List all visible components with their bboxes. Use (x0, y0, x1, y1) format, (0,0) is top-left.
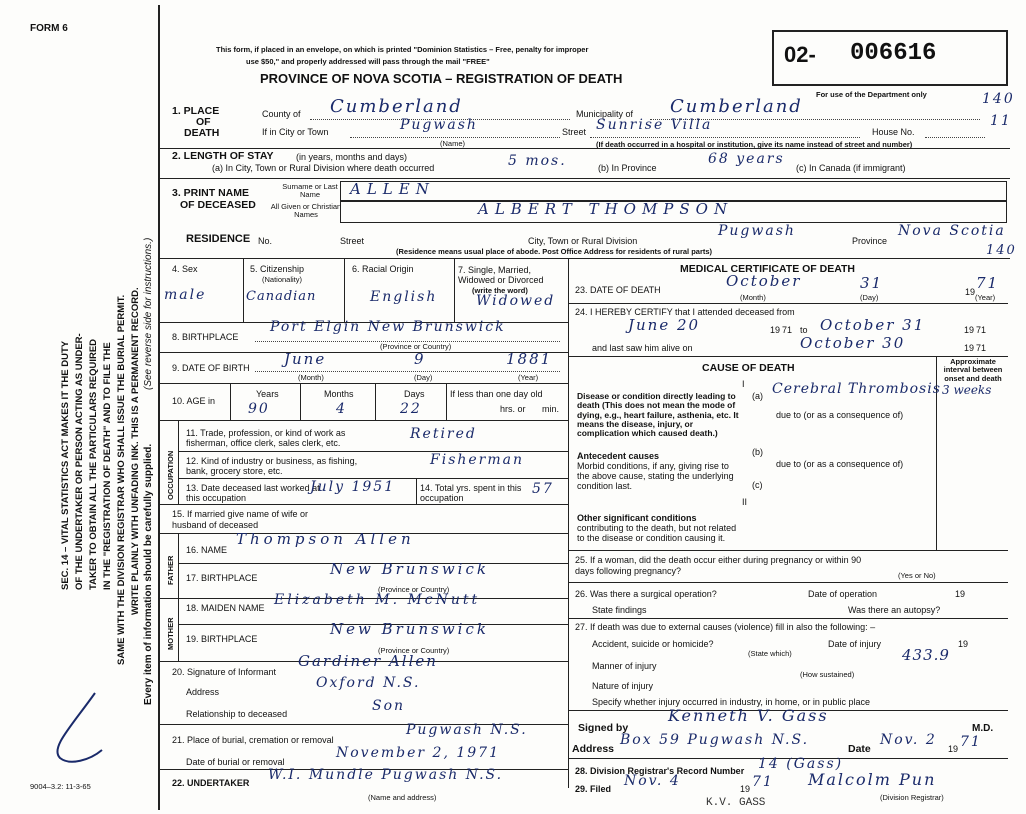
residence-label: RESIDENCE (186, 233, 251, 245)
form-title: PROVINCE OF NOVA SCOTIA – REGISTRATION OF DEATH (260, 71, 623, 86)
roman-2: II (742, 497, 748, 507)
residence-city: Pugwash (718, 223, 796, 239)
mother-birthplace-caption: (Province or Country) (378, 646, 450, 655)
record-value: 14 (Gass) (758, 756, 844, 772)
dod-year: 71 (976, 274, 1000, 292)
residence-province: Nova Scotia (898, 223, 1006, 239)
margin-text-3: TAKER TO OBTAIN ALL THE PARTICULARS REQUIRED (88, 338, 99, 590)
other-label: Other significant conditions (577, 513, 697, 523)
relationship-value: Son (372, 698, 406, 714)
cause-title: CAUSE OF DEATH (702, 362, 795, 374)
occupation-total-divider (416, 478, 417, 504)
county-value: Cumberland (330, 96, 463, 117)
top-notice-2: use $50," and properly addressed will pass through the mail "FREE" (246, 57, 490, 66)
occupation-section-label: OCCUPATION (166, 450, 175, 500)
interval-label: Approximate interval between onset and death (943, 357, 1003, 383)
name-label-1: 3. PRINT NAME (172, 187, 250, 199)
q27-sustained: (How sustained) (800, 670, 855, 679)
dob-line (255, 371, 560, 372)
signed-date-value: Nov. 2 (880, 732, 937, 748)
municipality-label: Municipality of (576, 109, 634, 119)
q27-injury-date: Date of injury (828, 639, 882, 649)
given-value: ALBERT THOMPSON (478, 200, 734, 218)
dob-month-caption: (Month) (298, 373, 324, 382)
margin-text-2: OF THE UNDERTAKER OR PERSON ACTING AS UNDER- (74, 333, 85, 590)
hrs-label: hrs. or (500, 404, 526, 414)
father-name-label: 16. NAME (186, 545, 228, 555)
residence-street-label: Street (340, 236, 365, 246)
filed-value: Nov. 4 (624, 773, 681, 789)
father-section-divider (178, 533, 179, 598)
burial-date-label: Date of burial or removal (186, 757, 285, 767)
lastsaw-year: 71 (976, 343, 987, 353)
mother-maiden-label: 18. MAIDEN NAME (186, 603, 265, 613)
attended-to-yr-prefix: 19 (964, 325, 975, 335)
informant-address-value: Oxford N.S. (316, 675, 421, 691)
years-label: Years (256, 389, 279, 399)
hospital-note: (If death occurred in a hospital or institution, give its name instead of street and number) (596, 140, 913, 149)
county-label: County of (262, 109, 301, 119)
father-name-value: Thompson Allen (236, 530, 415, 548)
father-birthplace-caption: (Province or Country) (378, 585, 450, 594)
residence-no-label: No. (258, 236, 273, 246)
signed-date-year: 71 (960, 734, 982, 750)
residence-city-label: City, Town or Rural Division (528, 236, 638, 246)
cause-a-interval: 3 weeks (942, 383, 992, 397)
mother-maiden-value: Elizabeth M. McNutt (274, 592, 481, 608)
house-label: House No. (872, 127, 915, 137)
months-value: 4 (336, 401, 347, 417)
dod-year-caption: (Year) (975, 293, 996, 302)
registration-number: 006616 (850, 40, 937, 67)
q27-specify: Specify whether injury occurred in industry, in home, or in public place (592, 697, 870, 707)
cell-divider-citizenship (344, 258, 345, 322)
q26-label: 26. Was there a surgical operation? (575, 589, 717, 599)
rule-after-stay (160, 178, 1010, 179)
lastsaw-value: October 30 (800, 334, 906, 352)
top-notice-1: This form, if placed in an envelope, on which is printed "Dominion Statistics – Free, penalty for improper (216, 45, 589, 54)
days-label: Days (404, 389, 425, 399)
undertaker-caption: (Name and address) (368, 793, 437, 802)
rule-after-place (160, 148, 1010, 149)
undertaker-label: 22. UNDERTAKER (172, 778, 250, 788)
dod-day: 31 (860, 274, 884, 292)
dept-code-1: 140 (982, 91, 1015, 107)
rule-after-certify (568, 356, 1008, 357)
sex-value: male (164, 287, 207, 303)
street-line (590, 137, 860, 138)
attended-to: October 31 (820, 316, 926, 334)
margin-rule (158, 5, 160, 810)
city-name-caption: (Name) (440, 139, 466, 148)
rule-after-dob (160, 383, 568, 384)
relationship-label: Relationship to deceased (186, 709, 288, 719)
surname-box (340, 181, 1007, 201)
q26-autopsy: Was there an autopsy? (848, 605, 941, 615)
birthplace-label: 8. BIRTHPLACE (172, 332, 239, 342)
informant-address-label: Address (186, 687, 220, 697)
residence-note: (Residence means usual place of abode. Post Office Address for residents of rural parts) (396, 247, 713, 256)
residence-code: 140 (986, 243, 1017, 258)
signed-address-label: Address (572, 743, 615, 755)
place-label-1: 1. PLACE (172, 105, 220, 117)
racial-value: English (370, 289, 438, 305)
form-code: 9004–3.2: 11-3-65 (30, 782, 91, 791)
rule-after-q25 (568, 582, 1008, 583)
cause-a-value: Cerebral Thrombosis (772, 381, 941, 397)
form-number-label: FORM 6 (30, 23, 68, 34)
trade-value: Retired (410, 426, 477, 442)
age-label: 10. AGE in (172, 396, 216, 406)
cause-b-due: due to (or as a consequence of) (776, 459, 904, 469)
burial-place-value: Pugwash N.S. (406, 722, 528, 738)
q27-nature: Nature of injury (592, 681, 654, 691)
marital-label: 7. Single, Married, Widowed or Divorced (458, 265, 544, 286)
marital-value: Widowed (476, 293, 556, 309)
stay-c-label: (c) In Canada (if immigrant) (796, 163, 906, 173)
stay-a-value: 5 mos. (508, 153, 567, 169)
dod-month-caption: (Month) (740, 293, 766, 302)
dod-label: 23. DATE OF DEATH (575, 285, 661, 295)
attended-to-year: 71 (976, 325, 987, 335)
column-divider (568, 258, 569, 788)
margin-text-1: SEC. 14 – VITAL STATISTICS ACT MAKES IT THE DUTY (60, 340, 71, 590)
birthplace-value: Port Elgin New Brunswick (270, 319, 506, 335)
trade-label: 11. Trade, profession, or kind of work as fisherman, office clerk, sales clerk, etc. (186, 428, 346, 449)
signed-yr-prefix: 19 (948, 744, 959, 754)
spouse-label: 15. If married give name of wife or husband of deceased (172, 509, 309, 530)
city-value: Pugwash (400, 117, 478, 133)
rule-after-occupation (160, 504, 568, 505)
q26-findings: State findings (592, 605, 647, 615)
cause-b-label: (b) (752, 447, 763, 457)
cell-divider-sex (243, 258, 244, 322)
mother-birthplace-value: New Brunswick (330, 620, 489, 638)
antecedent-label: Antecedent causes (577, 451, 660, 461)
total-label: 14. Total yrs. spent in this occupation (420, 483, 522, 504)
lessday-label: If less than one day old (450, 389, 543, 399)
dod-month: October (726, 272, 802, 290)
code-433: 433.9 (902, 646, 950, 664)
lastsaw-yr-prefix: 19 (964, 343, 975, 353)
mother-section-divider (178, 598, 179, 661)
given-label: All Given or Christian Names (270, 202, 342, 219)
signed-value: Kenneth V. Gass (668, 706, 829, 725)
min-label: min. (542, 404, 560, 414)
cell-divider-racial (454, 258, 455, 322)
q26-date-label: Date of operation (808, 589, 878, 599)
days-value: 22 (400, 401, 422, 417)
dob-label: 9. DATE OF BIRTH (172, 363, 250, 373)
q26-yr-prefix: 19 (955, 589, 966, 599)
dob-year: 1881 (506, 350, 553, 368)
q27-accident: Accident, suicide or homicide? (592, 639, 714, 649)
undertaker-value: W.I. Mundle Pugwash N.S. (268, 767, 504, 783)
citizenship-value: Canadian (246, 289, 317, 304)
industry-value: Fisherman (430, 452, 525, 468)
birthplace-caption: (Province or Country) (380, 342, 452, 351)
racial-label: 6. Racial Origin (352, 264, 414, 274)
citizenship-sub: (Nationality) (262, 275, 303, 284)
dept-code-2: 11 (990, 113, 1012, 129)
father-birthplace-label: 17. BIRTHPLACE (186, 573, 258, 583)
dob-day-caption: (Day) (414, 373, 433, 382)
q27-state: (State which) (748, 649, 792, 658)
age-divider-4 (446, 383, 447, 420)
dob-year-caption: (Year) (518, 373, 539, 382)
rule-after-q26 (568, 618, 1008, 619)
months-label: Months (324, 389, 354, 399)
total-value: 57 (532, 481, 554, 497)
sex-label: 4. Sex (172, 264, 198, 274)
street-label: Street (562, 127, 587, 137)
rule-after-age (160, 420, 568, 421)
q25-caption: (Yes or No) (898, 571, 936, 580)
dob-month: June (284, 350, 327, 368)
mother-birthplace-label: 19. BIRTHPLACE (186, 634, 258, 644)
father-birthplace-value: New Brunswick (330, 560, 489, 578)
margin-ink-mark (40, 688, 110, 768)
lastworked-label: 13. Date deceased last worked at this occupation (186, 483, 320, 504)
attended-from-year: 71 (782, 325, 793, 335)
dob-day: 9 (414, 350, 426, 368)
informant-sig-value: Gardiner Allen (298, 652, 438, 670)
margin-text-5: SAME WITH THE DIVISION REGISTRAR WHO SHALL ISSUE THE BURIAL PERMIT. (116, 294, 127, 665)
mother-section-label: MOTHER (166, 617, 175, 650)
medical-title: MEDICAL CERTIFICATE OF DEATH (680, 263, 855, 275)
direct-cause-label: Disease or condition directly leading to death (This does not mean the mode of dying, e.g., heart failure, asthenia, etc. It means the disease, injury, or complication which caused death.) (577, 391, 739, 439)
street-value: Sunrise Villa (596, 117, 713, 133)
stay-a-label: (a) In City, Town or Rural Division where death occurred (212, 163, 435, 173)
industry-label: 12. Kind of industry or business, as fishing, bank, grocery store, etc. (186, 456, 358, 477)
place-label-3: DEATH (184, 127, 220, 139)
registrar-signature: Malcolm Pun (808, 770, 937, 789)
stay-b-value: 68 years (708, 151, 785, 167)
attended-to-label: to (800, 325, 808, 335)
informant-sig-label: 20. Signature of Informant (172, 667, 277, 677)
surname-value: ALLEN (350, 180, 435, 198)
father-section-label: FATHER (166, 555, 175, 585)
stay-label: 2. LENGTH OF STAY (172, 150, 274, 162)
years-value: 90 (248, 401, 270, 417)
stay-b-label: (b) In Province (598, 163, 657, 173)
q25-label: 25. If a woman, did the death occur either during pregnancy or within 90 days following pregnancy? (575, 555, 862, 577)
municipality-value: Cumberland (670, 96, 803, 117)
citizenship-label: 5. Citizenship (250, 264, 305, 274)
dept-use-label: For use of the Department only (816, 90, 927, 99)
cause-a-label: (a) (752, 391, 763, 401)
lastworked-value: July 1951 (310, 479, 396, 495)
burial-place-label: 21. Place of burial, cremation or removal (172, 735, 334, 745)
rule-after-dod (568, 303, 1008, 304)
margin-text-6: WRITE PLAINLY WITH UNFADING INK. THIS IS A PERMANENT RECORD. (130, 287, 141, 615)
signed-address-value: Box 59 Pugwash N.S. (620, 732, 810, 748)
rule-after-cause (568, 550, 1008, 551)
md-label: M.D. (972, 723, 994, 734)
stay-sub: (in years, months and days) (296, 152, 408, 162)
age-divider-1 (230, 383, 231, 420)
margin-text-7: Every item of information should be carefully supplied. (143, 443, 154, 705)
city-label: If in City or Town (262, 127, 329, 137)
cause-a-due: due to (or as a consequence of) (776, 410, 904, 420)
cause-c-label: (c) (752, 480, 763, 490)
stamp-text: K.V. GASS (706, 797, 766, 809)
signed-date-label: Date (848, 743, 871, 755)
dod-yr-prefix: 19 (965, 287, 976, 297)
margin-text-8: (See reverse side for instructions.) (143, 237, 154, 390)
signed-label: Signed by (578, 722, 629, 734)
marital-sub: (write the word) (472, 286, 528, 295)
residence-province-label: Province (852, 236, 888, 246)
filed-label: 29. Filed (575, 784, 612, 794)
lastsaw-label: and last saw him alive on (592, 343, 693, 353)
roman-1: I (742, 379, 745, 389)
other-sub: contributing to the death, but not related to the disease or condition causing it. (577, 523, 737, 543)
q27-manner: Manner of injury (592, 661, 657, 671)
registration-prefix: 02- (784, 42, 816, 67)
occupation-section-divider (178, 420, 179, 504)
age-divider-3 (375, 383, 376, 420)
record-label: 28. Division Registrar's Record Number (575, 766, 745, 776)
burial-date-value: November 2, 1971 (336, 745, 500, 761)
certify-label: 24. I HEREBY CERTIFY that I attended deceased from (575, 307, 795, 317)
attended-yr-prefix: 19 (770, 325, 781, 335)
rule-main-top (160, 258, 1010, 259)
attended-from: June 20 (628, 316, 701, 334)
age-divider-2 (300, 383, 301, 420)
city-line (350, 137, 560, 138)
place-label-2: OF (196, 116, 211, 128)
name-label-2: OF DECEASED (180, 199, 256, 211)
q27-label: 27. If death was due to external causes (violence) fill in also the following: – (575, 622, 876, 632)
filed-year: 71 (752, 774, 774, 790)
margin-text-4: IN THE "REGISTRATION OF DEATH" AND TO FILE THE (102, 342, 113, 590)
antecedent-sub: Morbid conditions, if any, giving rise to the above cause, stating the underlying condition last. (577, 461, 734, 491)
filed-yr-prefix: 19 (740, 784, 751, 794)
registrar-caption: (Division Registrar) (880, 793, 944, 802)
q27-yr-prefix: 19 (958, 639, 969, 649)
surname-label: Surname or Last Name (282, 182, 338, 199)
house-line (925, 137, 985, 138)
dod-day-caption: (Day) (860, 293, 879, 302)
